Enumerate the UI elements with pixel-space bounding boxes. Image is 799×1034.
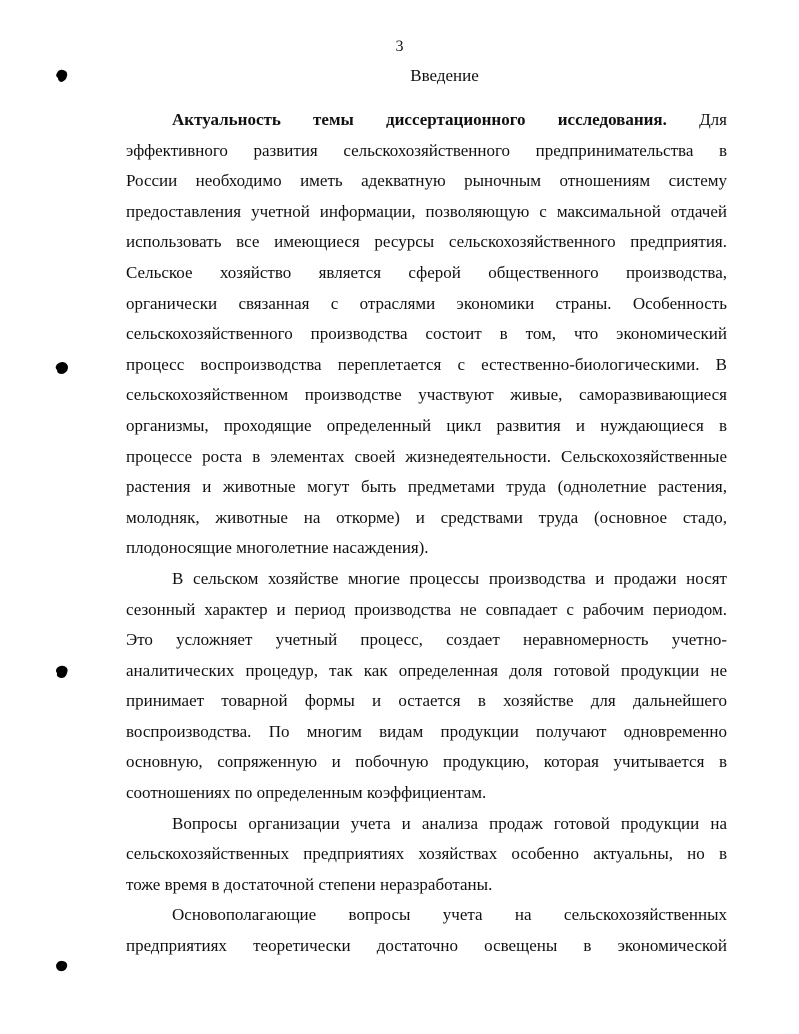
binding-hole-mark-icon bbox=[54, 360, 70, 376]
text-line: Актуальность темы диссертационного исследования. Для bbox=[172, 110, 727, 129]
binding-hole-mark-icon bbox=[54, 664, 70, 680]
page-title: Введение bbox=[410, 66, 479, 85]
text-line: сельскохозяйственного производства состоит в том, что экономический bbox=[126, 324, 727, 344]
text-line: органически связанная с отраслями экономики страны. Особенность bbox=[126, 293, 727, 313]
document-body bbox=[126, 105, 727, 962]
text-line: аналитических процедур, так как определенная доля готовой продукции не bbox=[126, 660, 727, 680]
text-line: сезонный характер и период производства не совпадает с рабочим периодом. bbox=[126, 599, 727, 619]
text-line: воспроизводства. По многим видам продукции получают одновременно bbox=[126, 721, 727, 741]
text-line: организмы, проходящие определенный цикл развития и нуждающиеся в bbox=[126, 415, 727, 435]
text-line: принимает товарной формы и остается в хозяйстве для дальнейшего bbox=[126, 691, 727, 711]
text-line: процессе роста в элементах своей жизнедеятельности. Сельскохозяйственные bbox=[126, 446, 727, 466]
text-line: соотношениях по определенным коэффициентам. bbox=[126, 783, 487, 803]
text-line: Основополагающие вопросы учета на сельскохозяйственных bbox=[172, 905, 727, 925]
text-line: Вопросы организации учета и анализа продаж готовой продукции на bbox=[172, 813, 727, 833]
text-line: плодоносящие многолетние насаждения). bbox=[126, 538, 429, 558]
text-line: Это усложняет учетный процесс, создает неравномерность учетно- bbox=[126, 630, 727, 650]
text-line: предоставления учетной информации, позволяющую с максимальной отдачей bbox=[126, 201, 727, 221]
binding-hole-mark-icon bbox=[54, 68, 70, 84]
text-line: молодняк, животные на откорме) и средствами труда (основное стадо, bbox=[126, 507, 727, 527]
text-line: растения и животные могут быть предметами труда (однолетние растения, bbox=[126, 477, 727, 497]
text-line: России необходимо иметь адекватную рыночным отношениям систему bbox=[126, 171, 727, 191]
text-line: Сельское хозяйство является сферой общественного производства, bbox=[126, 262, 727, 282]
text-line: предприятиях теоретически достаточно освещены в экономической bbox=[126, 936, 727, 956]
text-line: тоже время в достаточной степени неразработаны. bbox=[126, 874, 493, 894]
binding-hole-mark-icon bbox=[54, 958, 70, 974]
text-line: эффективного развития сельскохозяйственного предпринимательства в bbox=[126, 140, 727, 160]
page-number: 3 bbox=[395, 38, 404, 55]
text-line: основную, сопряженную и побочную продукцию, которая учитывается в bbox=[126, 752, 727, 772]
text-line: В сельском хозяйстве многие процессы производства и продажи носят bbox=[172, 568, 727, 588]
text-line: сельскохозяйственном производстве участвуют живые, саморазвивающиеся bbox=[126, 385, 727, 405]
text-line: процесс воспроизводства переплетается с естественно-биологическими. В bbox=[126, 354, 727, 374]
text-line: использовать все имеющиеся ресурсы сельскохозяйственного предприятия. bbox=[126, 232, 727, 252]
text-line: сельскохозяйственных предприятиях хозяйствах особенно актуальны, но в bbox=[126, 844, 727, 864]
